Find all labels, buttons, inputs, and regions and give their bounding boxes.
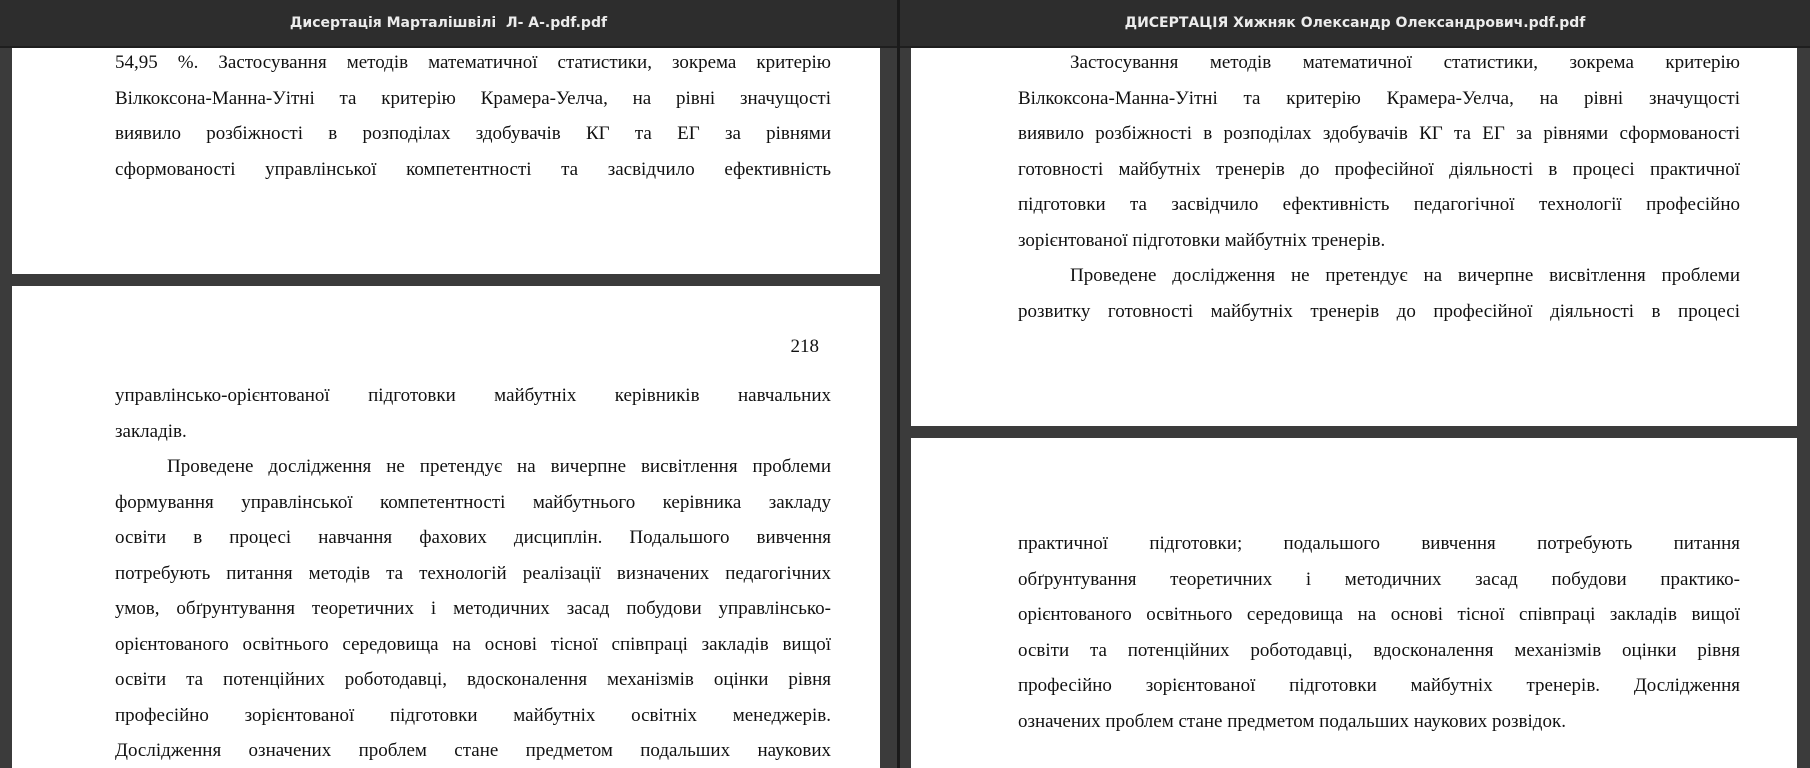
- text-line: Проведене дослідження не претендує на вичерпне висвітлення проблеми: [1070, 265, 1740, 286]
- text-line: закладів.: [115, 420, 187, 442]
- left-page-top[interactable]: [12, 48, 880, 274]
- text-line: практичної підготовки; подальшого вивчення потребують питання: [1018, 533, 1740, 554]
- text-line: Вілкоксона-Манна-Уітні та критерію Крамера-Уелча, на рівні значущості: [1018, 87, 1740, 109]
- text-line: розвитку готовності майбутніх тренерів до професійної діяльності в процесі: [1018, 300, 1740, 322]
- text-line: орієнтованого освітнього середовища на основі тісної співпраці закладів вищої: [1018, 604, 1740, 625]
- right-viewer-title: ДИСЕРТАЦІЯ Хижняк Олександр Олександрович.pdf.pdf: [900, 0, 1810, 48]
- text-line: підготовки та засвідчило ефективність педагогічної технології професійно: [1018, 194, 1740, 215]
- page-number: 218: [790, 336, 819, 357]
- text-line: Застосування методів математичної статистики, зокрема критерію: [1070, 52, 1740, 73]
- text-line: потребують питання методів та технологій реалізації визначених педагогічних: [115, 562, 831, 584]
- text-line: сформованості управлінської компетентності та засвідчило ефективність: [115, 158, 831, 180]
- text-line: формування управлінської компетентності майбутнього керівника закладу: [115, 491, 831, 513]
- text-line: професійно зорієнтованої підготовки майбутніх освітніх менеджерів.: [115, 704, 831, 726]
- left-page-bottom-text: [115, 378, 831, 768]
- text-line: освіти та потенційних роботодавці, вдосконалення механізмів оцінки рівня: [1018, 639, 1740, 661]
- text-line: зорієнтованої підготовки майбутніх тренерів.: [1018, 229, 1386, 251]
- left-page-bottom[interactable]: [12, 286, 880, 768]
- text-line: готовності майбутніх тренерів до професійної діяльності в процесі практичної: [1018, 158, 1740, 180]
- text-line: освіти та потенційних роботодавці, вдосконалення механізмів оцінки рівня: [115, 669, 831, 690]
- right-page-bottom[interactable]: [911, 438, 1797, 768]
- text-line: Вілкоксона-Манна-Уітні та критерію Крамера-Уелча, на рівні значущості: [115, 87, 831, 109]
- text-line: Проведене дослідження не претендує на вичерпне висвітлення проблеми: [167, 456, 831, 477]
- text-line: освіти в процесі навчання фахових дисциплін. Подальшого вивчення: [115, 527, 831, 548]
- left-pdf-viewer[interactable]: [0, 0, 897, 768]
- left-page-top-text: [115, 45, 831, 187]
- text-line: умов, обґрунтування теоретичних і методичних засад побудови управлінсько-: [115, 598, 831, 619]
- left-viewer-title: Дисертація Марталішвілі Л- А-.pdf.pdf: [0, 0, 897, 48]
- text-line: управлінсько-орієнтованої підготовки майбутніх керівників навчальних: [115, 385, 831, 406]
- right-page-top[interactable]: [911, 48, 1797, 426]
- right-pdf-viewer[interactable]: [900, 0, 1810, 768]
- text-line: обґрунтування теоретичних і методичних засад побудови практико-: [1018, 568, 1740, 590]
- text-line: виявило розбіжності в розподілах здобувачів КГ та ЕГ за рівнями: [115, 123, 831, 144]
- text-line: означених проблем стане предметом подальших наукових розвідок.: [1018, 710, 1566, 732]
- text-line: виявило розбіжності в розподілах здобувачів КГ та ЕГ за рівнями сформованості: [1018, 123, 1740, 144]
- right-page-top-text: [1018, 45, 1740, 329]
- text-line: Дослідження означених проблем стане предметом подальших наукових: [115, 740, 831, 761]
- right-page-bottom-text: [1018, 526, 1740, 739]
- text-line: 54,95 %. Застосування методів математичної статистики, зокрема критерію: [115, 52, 831, 73]
- text-line: професійно зорієнтованої підготовки майбутніх тренерів. Дослідження: [1018, 675, 1740, 696]
- text-line: орієнтованого освітнього середовища на основі тісної співпраці закладів вищої: [115, 633, 831, 655]
